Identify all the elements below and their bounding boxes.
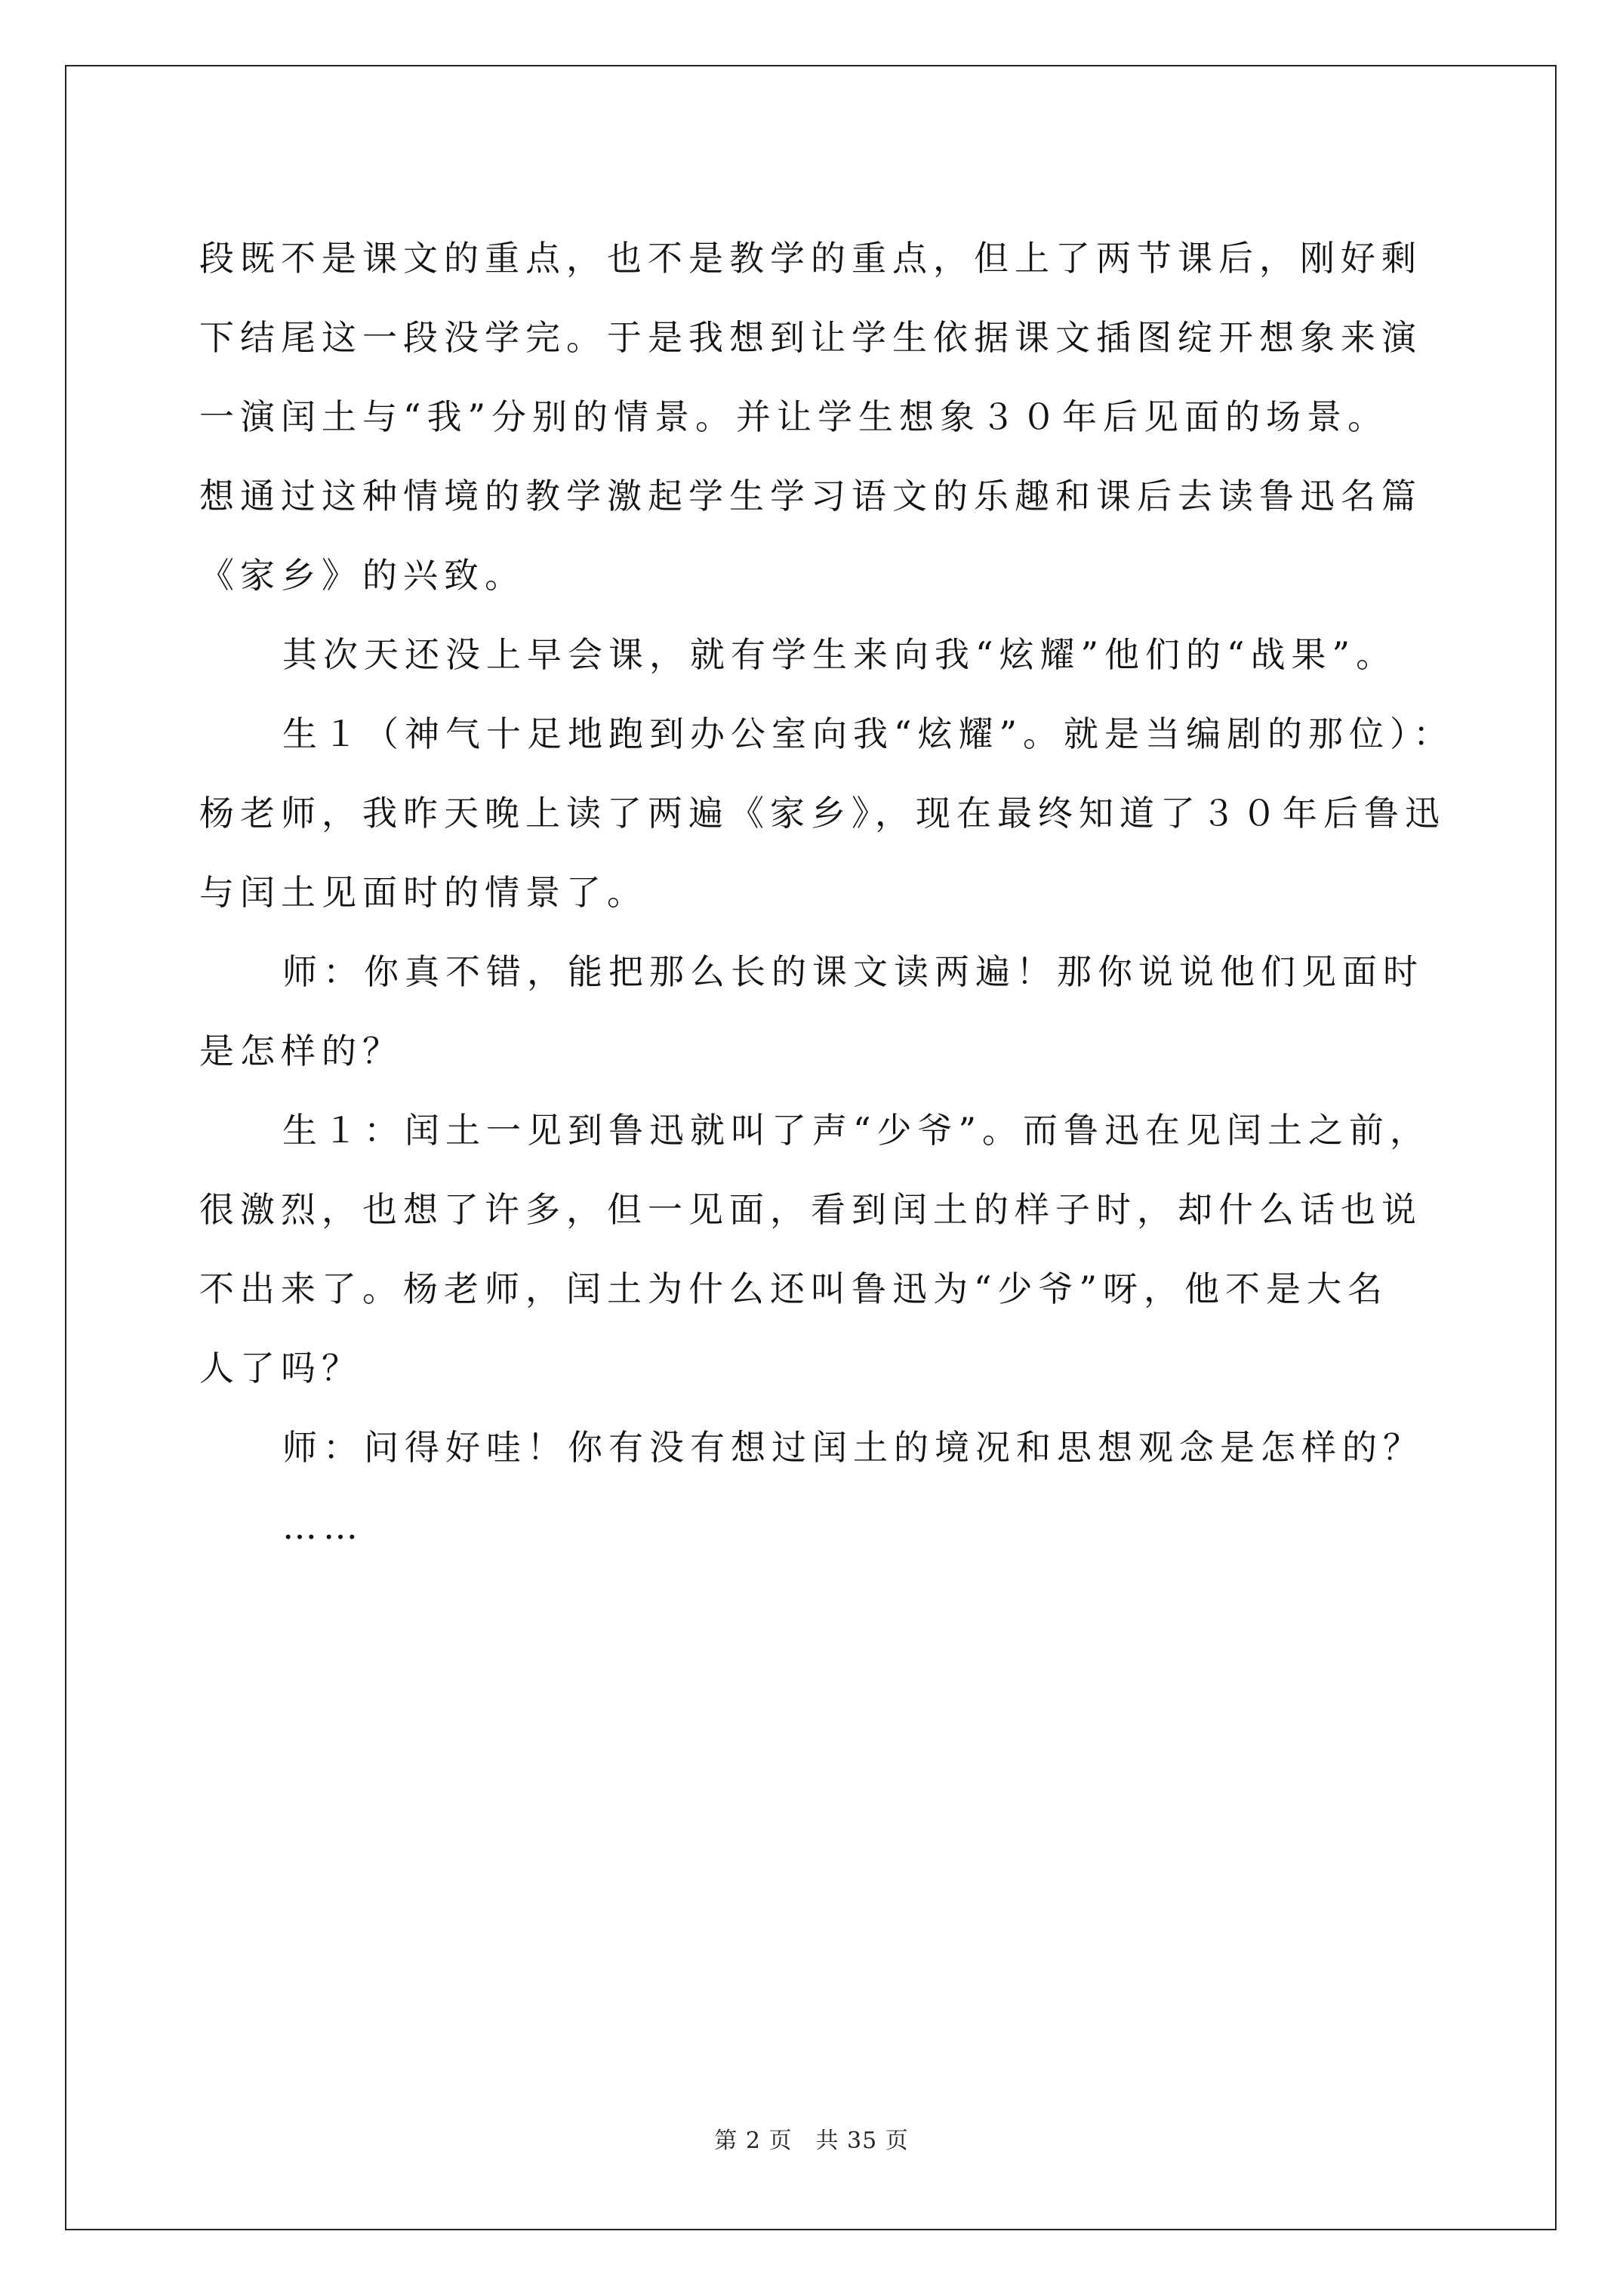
paragraph xyxy=(199,615,1437,695)
paragraph xyxy=(199,1487,1437,1567)
text-line: 段既不是课文的重点，也不是教学的重点，但上了两节课后，刚好剩 xyxy=(199,238,1422,279)
text-line: 不出来了。杨老师，闰土为什么还叫鲁迅为“少爷”呀，他不是大名 xyxy=(199,1268,1389,1309)
text-line: 《家乡》的兴致。 xyxy=(199,555,525,596)
text-line: 很激烈，也想了许多，但一见面，看到闰土的样子时，却什么话也说 xyxy=(199,1189,1422,1230)
paragraph xyxy=(199,1091,1437,1408)
paragraph xyxy=(199,219,1437,615)
paragraph xyxy=(199,932,1437,1091)
text-line: 想通过这种情境的教学激起学生学习语文的乐趣和课后去读鲁迅名篇 xyxy=(199,476,1422,516)
text-line: …… xyxy=(282,1506,364,1547)
text-line: 杨老师，我昨天晚上读了两遍《家乡》，现在最终知道了３０年后鲁迅 xyxy=(199,793,1446,834)
text-line: 下结尾这一段没学完。于是我想到让学生依据课文插图绽开想象来演 xyxy=(199,317,1422,358)
text-line: 生１：闰土一见到鲁迅就叫了声“少爷”。而鲁迅在见闰土之前， xyxy=(282,1110,1431,1151)
text-line: 师：你真不错，能把那么长的课文读两遍！那你说说他们见面时 xyxy=(282,951,1424,992)
document-body xyxy=(199,219,1455,1567)
text-line: 其次天还没上早会课，就有学生来向我“炫耀”他们的“战果”。 xyxy=(282,634,1397,675)
text-line: 师：问得好哇！你有没有想过闰土的境况和思想观念是怎样的？ xyxy=(282,1427,1424,1468)
text-line: 人了吗？ xyxy=(199,1348,362,1388)
text-line: 一演闰土与“我”分别的情景。并让学生想象３０年后见面的场景。 xyxy=(199,396,1389,437)
text-line: 是怎样的？ xyxy=(199,1031,403,1071)
text-line: 生１（神气十足地跑到办公室向我“炫耀”。就是当编剧的那位）： xyxy=(282,713,1455,754)
page-number-footer: 第 2 页 共 35 页 xyxy=(714,2128,909,2154)
paragraph xyxy=(199,695,1455,932)
text-line: 与闰土见面时的情景了。 xyxy=(199,872,648,913)
paragraph xyxy=(199,1408,1437,1487)
